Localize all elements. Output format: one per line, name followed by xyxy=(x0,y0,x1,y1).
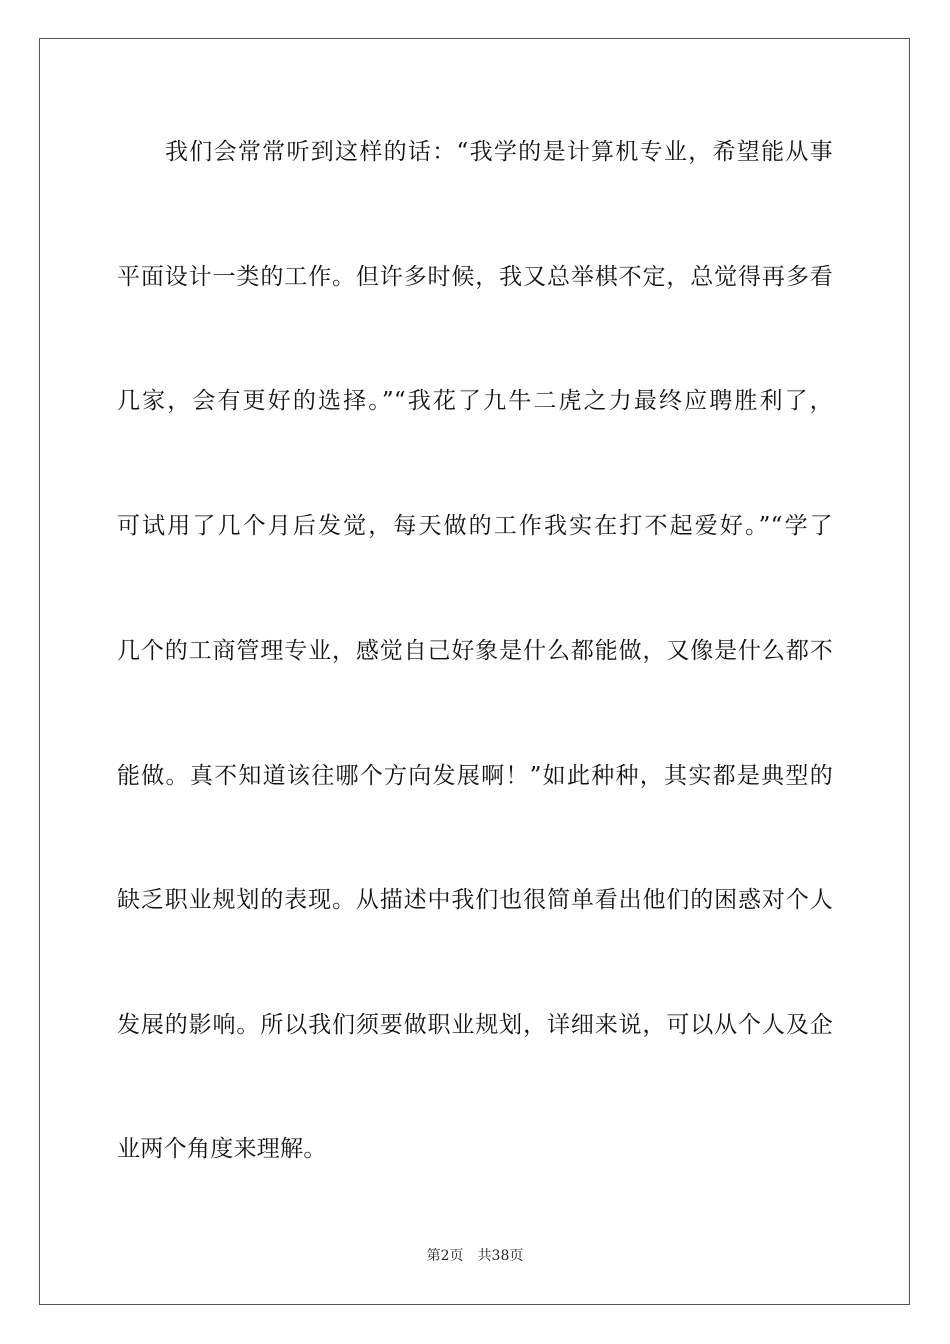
paragraph-line-4: 可试用了几个月后发觉，每天做的工作我实在打不起爱好。”“学了 xyxy=(117,513,833,539)
paragraph-line-5: 几个的工商管理专业，感觉自己好象是什么都能做，又像是什么都不 xyxy=(117,638,833,664)
page-total: 共38页 xyxy=(477,1248,524,1264)
page-number: 第2页 xyxy=(426,1248,464,1264)
paragraph-line-1: 我们会常常听到这样的话：“我学的是计算机专业，希望能从事 xyxy=(165,139,833,165)
paragraph-line-8: 发展的影响。所以我们须要做职业规划，详细来说，可以从个人及企 xyxy=(117,1012,833,1038)
paragraph-line-2: 平面设计一类的工作。但许多时候，我又总举棋不定，总觉得再多看 xyxy=(117,264,833,290)
paragraph-line-7: 缺乏职业规划的表现。从描述中我们也很简单看出他们的困惑对个人 xyxy=(117,887,833,913)
page-footer xyxy=(0,1247,950,1265)
page-border xyxy=(39,38,910,1305)
paragraph-line-6: 能做。真不知道该往哪个方向发展啊！”如此种种，其实都是典型的 xyxy=(117,763,833,789)
paragraph-line-3: 几家，会有更好的选择。”“我花了九牛二虎之力最终应聘胜利了， xyxy=(117,388,833,414)
paragraph-line-9: 业两个角度来理解。 xyxy=(117,1136,327,1162)
